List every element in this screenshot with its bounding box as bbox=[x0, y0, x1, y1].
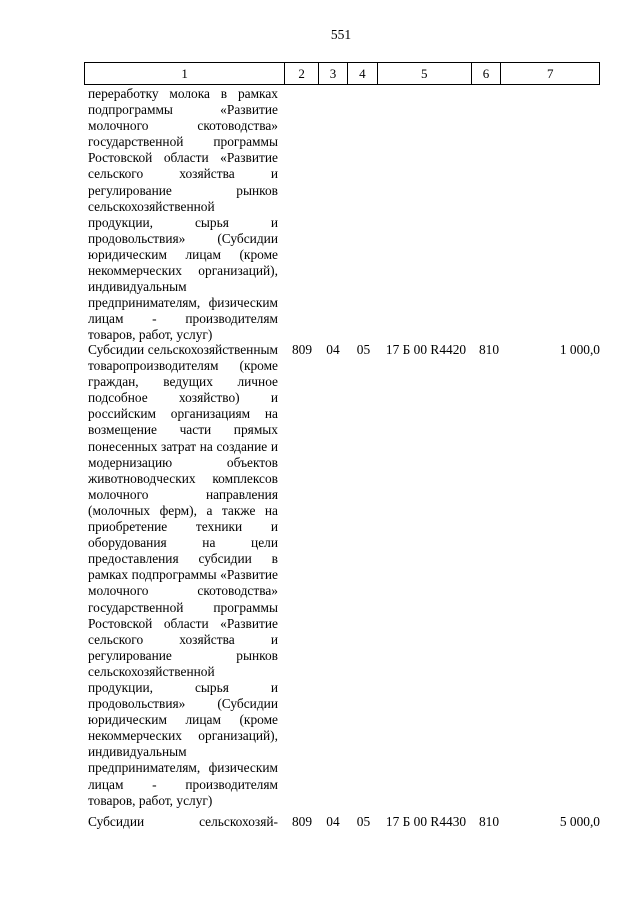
row-section: 04 bbox=[326, 342, 340, 357]
page-number: 551 bbox=[330, 27, 352, 42]
row-sum: 1 000,0 bbox=[559, 342, 600, 357]
row-grbs: 809 bbox=[291, 814, 313, 829]
row-expense-type: 810 bbox=[478, 342, 500, 357]
row-section: 04 bbox=[326, 814, 340, 829]
column-header-4: 4 bbox=[348, 63, 378, 84]
row-subsection: 05 bbox=[356, 342, 371, 357]
column-header-1: 1 bbox=[85, 63, 285, 84]
row-subsection: 05 bbox=[356, 814, 371, 829]
row-expense-type: 810 bbox=[478, 814, 500, 829]
row-description: переработку молока в рамках подпрограммы «Развитие молочного скотоводства» государственной программы Ростовской области «Развитие сельского хозяйства и регулирование рынков сельскохозяйственной продукции, сырья и продовольствия» (Субсидии юридическим лицам (кроме некоммерческих организаций), индивидуальным предпринимателям, физическим лицам - производителям товаров, работ, услуг) bbox=[88, 86, 278, 343]
column-header-2: 2 bbox=[285, 63, 319, 84]
row-target-article: 17 Б 00 R4430 bbox=[385, 814, 467, 829]
column-header-6: 6 bbox=[472, 63, 502, 84]
column-header-7: 7 bbox=[546, 66, 554, 81]
column-header-3: 3 bbox=[319, 63, 348, 84]
row-description: Субсидии сельскохозяй- bbox=[88, 814, 278, 829]
row-sum: 5 000,0 bbox=[559, 814, 600, 829]
row-target-article: 17 Б 00 R4420 bbox=[385, 342, 467, 357]
table-header bbox=[84, 62, 600, 85]
column-header-5: 5 bbox=[378, 63, 472, 84]
row-description: Субсидии сельскохозяйственным товаропроизводителям (кроме граждан, ведущих личное подсобное хозяйство) и российским организациям на возмещение части прямых понесенных затрат на создание и модернизацию объектов животноводческих комплексов молочного направления (молочных ферм), а также на приобретение техники и оборудования на цели предоставления субсидии в рамках подпрограммы «Развитие молочного скотоводства» государственной программы Ростовской области «Развитие сельского хозяйства и регулирование рынков сельскохозяйственной продукции, сырья и продовольствия» (Субсидии юридическим лицам (кроме некоммерческих организаций), индивидуальным предпринимателям, физическим лицам - производителям товаров, работ, услуг) bbox=[88, 342, 278, 808]
row-grbs: 809 bbox=[291, 342, 313, 357]
